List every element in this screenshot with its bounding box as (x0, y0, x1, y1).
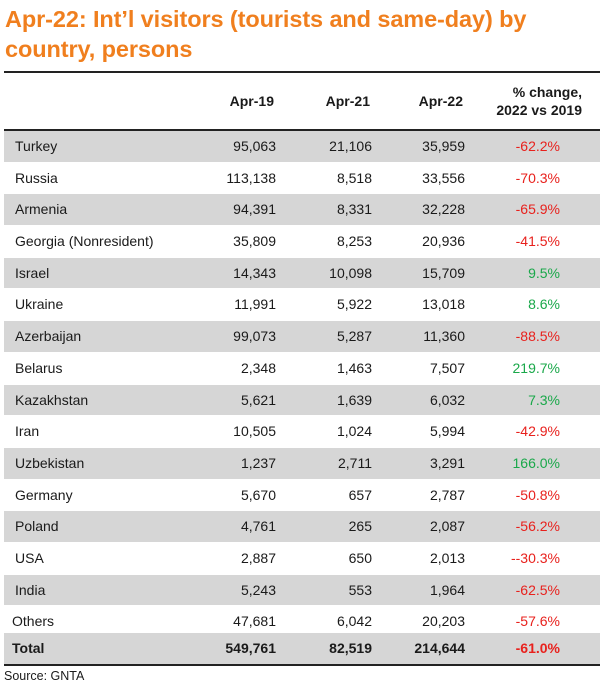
apr21-cell: 21,106 (329, 138, 372, 154)
table-row (4, 321, 600, 353)
country-cell: India (15, 581, 46, 598)
pct-change-cell: 7.3% (528, 391, 560, 408)
apr19-cell: 113,138 (226, 169, 276, 186)
apr21-cell: 1,463 (336, 359, 372, 376)
apr21-cell: 2,711 (338, 454, 372, 471)
header-apr21: Apr-21 (325, 93, 370, 109)
table-row (4, 353, 600, 385)
apr21-cell: 6,042 (336, 613, 372, 630)
pct-change-cell: -42.9% (515, 423, 560, 440)
pct-change-cell: -88.5% (515, 328, 560, 345)
total-apr21: 82,519 (329, 640, 372, 656)
apr22-cell: 15,709 (422, 264, 465, 281)
pct-change-cell: -41.5% (515, 233, 560, 250)
apr19-cell: 47,681 (233, 613, 276, 630)
country-cell: Armenia (15, 201, 68, 218)
table-row (4, 543, 600, 575)
apr22-cell: 7,507 (429, 359, 465, 376)
apr19-cell: 4,761 (240, 518, 276, 535)
apr22-cell: 6,032 (429, 391, 465, 408)
table-bottom-rule (4, 664, 600, 666)
apr19-cell: 95,063 (233, 138, 276, 154)
apr21-cell: 1,639 (336, 391, 372, 408)
apr19-cell: 11,991 (234, 296, 276, 313)
header-apr22: Apr-22 (418, 93, 463, 109)
page-title: Apr-22: Int’l visitors (tourists and same-day) by country, persons (5, 6, 527, 62)
apr22-cell: 13,018 (422, 296, 465, 313)
apr21-cell: 553 (348, 581, 372, 598)
header-pct-change-line2: 2022 vs 2019 (496, 102, 582, 118)
apr22-cell: 11,360 (423, 328, 465, 345)
apr22-cell: 20,203 (422, 613, 465, 630)
table-row (4, 163, 600, 195)
apr22-cell: 2,787 (429, 486, 465, 503)
table-row (4, 480, 600, 512)
pct-change-cell: -62.2% (515, 138, 560, 154)
pct-change-cell: --30.3% (510, 549, 560, 566)
country-cell: Kazakhstan (15, 391, 89, 408)
apr19-cell: 5,621 (240, 391, 276, 408)
country-cell: Israel (15, 264, 50, 281)
country-cell: Azerbaijan (15, 328, 82, 345)
pct-change-cell: -50.8% (515, 486, 560, 503)
table-row (4, 416, 600, 448)
apr19-cell: 99,073 (233, 328, 276, 345)
table-row (4, 289, 600, 321)
header-apr19: Apr-19 (229, 93, 274, 109)
table-row (4, 511, 600, 543)
table-row (4, 226, 600, 258)
country-cell: Poland (15, 518, 59, 535)
apr21-cell: 10,098 (329, 264, 372, 281)
apr22-cell: 1,964 (429, 581, 465, 598)
apr19-cell: 94,391 (233, 201, 276, 218)
apr22-cell: 20,936 (422, 233, 465, 250)
pct-change-cell: -65.9% (515, 201, 560, 218)
country-cell: Russia (15, 169, 58, 186)
apr21-cell: 1,024 (336, 423, 372, 440)
apr19-cell: 5,670 (240, 486, 276, 503)
apr19-cell: 1,237 (240, 454, 276, 471)
apr21-cell: 5,287 (336, 328, 372, 345)
total-apr19: 549,761 (225, 640, 276, 656)
source-note: Source: GNTA (4, 669, 85, 683)
table-row (4, 575, 600, 607)
apr21-cell: 265 (348, 518, 372, 535)
country-cell: Others (12, 613, 55, 630)
table-header (0, 73, 602, 129)
table-row (4, 448, 600, 480)
country-cell: Iran (15, 423, 40, 440)
table-total-row (4, 633, 600, 664)
apr22-cell: 33,556 (422, 169, 465, 186)
pct-change-cell: -70.3% (515, 169, 560, 186)
apr21-cell: 8,331 (336, 201, 372, 218)
apr19-cell: 35,809 (233, 233, 276, 250)
apr22-cell: 32,228 (422, 201, 465, 218)
apr21-cell: 8,518 (336, 169, 372, 186)
total-apr22: 214,644 (414, 640, 465, 656)
pct-change-cell: 8.6% (528, 296, 560, 313)
apr22-cell: 35,959 (422, 138, 465, 154)
apr19-cell: 10,505 (233, 423, 276, 440)
country-cell: Uzbekistan (15, 454, 85, 471)
table-row (4, 385, 600, 417)
apr21-cell: 5,922 (336, 296, 372, 313)
total-label: Total (12, 640, 45, 656)
apr21-cell: 657 (348, 486, 372, 503)
pct-change-cell: 9.5% (528, 264, 560, 281)
pct-change-cell: 166.0% (512, 454, 560, 471)
header-pct-change-line1: % change, (512, 84, 582, 100)
apr21-cell: 650 (348, 549, 372, 566)
pct-change-cell: -56.2% (515, 518, 560, 535)
apr19-cell: 2,887 (240, 549, 276, 566)
pct-change-cell: -62.5% (515, 581, 560, 598)
apr19-cell: 5,243 (240, 581, 276, 598)
table-row (4, 194, 600, 226)
apr19-cell: 2,348 (240, 359, 276, 376)
country-cell: Germany (15, 486, 73, 503)
country-cell: Turkey (15, 138, 58, 154)
apr22-cell: 5,994 (429, 423, 465, 440)
table-row (4, 258, 600, 290)
pct-change-cell: 219.7% (512, 359, 560, 376)
table-body (4, 131, 600, 638)
header-pct-change (496, 83, 582, 119)
apr22-cell: 2,087 (429, 518, 465, 535)
country-cell: Ukraine (15, 296, 64, 313)
apr22-cell: 2,013 (429, 549, 465, 566)
table-row (4, 131, 600, 163)
total-change: -61.0% (515, 640, 560, 656)
apr19-cell: 14,343 (233, 264, 276, 281)
country-cell: USA (15, 549, 44, 566)
apr22-cell: 3,291 (429, 454, 465, 471)
pct-change-cell: -57.6% (515, 613, 560, 630)
country-cell: Georgia (Nonresident) (15, 233, 154, 250)
apr21-cell: 8,253 (336, 233, 372, 250)
country-cell: Belarus (15, 359, 63, 376)
